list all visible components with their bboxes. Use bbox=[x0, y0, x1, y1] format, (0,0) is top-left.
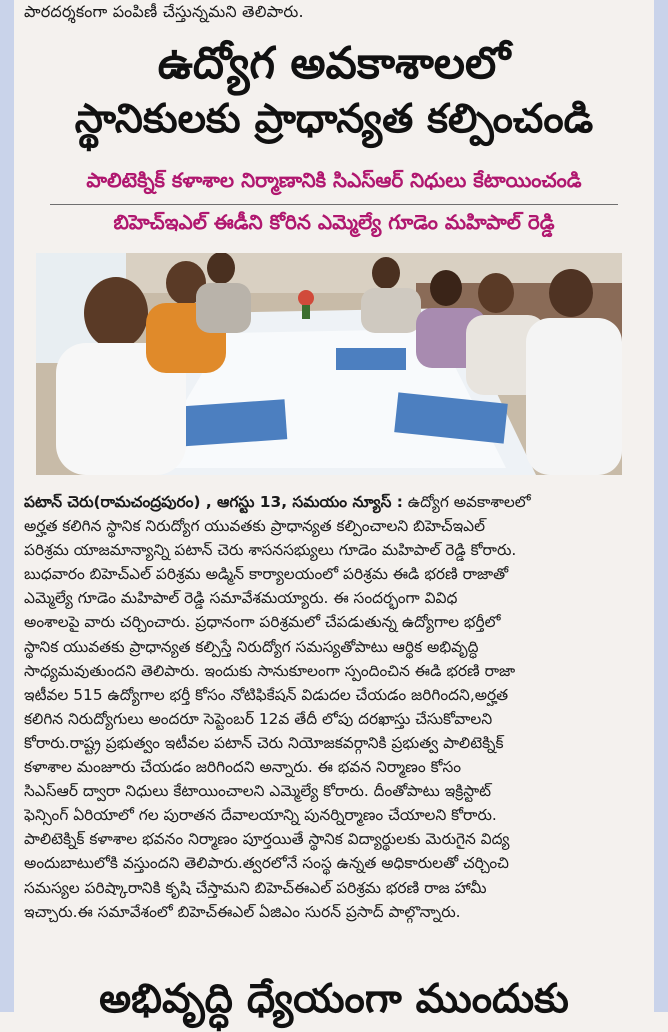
meeting-photo bbox=[36, 253, 622, 475]
article-line: స్థానిక యువతకు ప్రాధాన్యత కల్పిస్తే నిరుద్యోగ సమస్యతోపాటు ఆర్థిక అభివృద్ధి bbox=[24, 637, 479, 656]
article-line: అంశాలపై వారు చర్చించారు. ప్రధానంగా పరిశ్రమలో చేపడుతున్న ఉద్యోగాల భర్తీలో bbox=[24, 613, 501, 632]
previous-article-tail: పారదర్శకంగా పంపిణీ చేస్తున్నమని తెలిపారు. bbox=[24, 2, 304, 21]
left-margin-strip bbox=[0, 0, 14, 1012]
article-line: సమస్యల పరిష్కారానికి కృషి చేస్తామని బిహెచ్ఈఎల్ పరిశ్రమ భరణి రాజ హామీ bbox=[24, 878, 487, 897]
article-line: అందుబాటులోకి వస్తుందని తెలిపారు.త్వరలోనే సంస్థ ఉన్నత అధికారులతో చర్చించి bbox=[24, 854, 509, 873]
article-line: ఇచ్చారు.ఈ సమావేశంలో బిహెచ్ఈఎల్ ఏజిఎం సురన్ ప్రసాద్ పాల్గొన్నారు. bbox=[24, 902, 461, 921]
article-line: ఇటీవల 515 ఉద్యోగాల భర్తీ కోసం నోటిఫికేషన్ విడుదల చేయడం జరిగిందని,అర్హత bbox=[24, 685, 509, 704]
subheadline-divider bbox=[50, 204, 618, 205]
dateline: పటాన్ చెరు(రామచంద్రపురం) , ఆగస్టు 13, సమయం న్యూస్ : bbox=[24, 493, 403, 511]
article-line: ఫెన్సింగ్ ఏరియాలో గల పురాతన దేవాలయాన్ని పునర్నిర్మాణం చేయాలని కోరారు. bbox=[24, 806, 497, 825]
headline-line-2: స్థానికులకు ప్రాధాన్యత కల్పించండి bbox=[74, 96, 594, 142]
article-body bbox=[24, 490, 648, 924]
article-line: ఉద్యోగ అవకాశాలలో bbox=[402, 493, 531, 511]
article-line: పాలిటెక్నిక్ కళాశాల భవనం నిర్మాణం పూర్తయితే స్థానిక విద్యార్థులకు మెరుగైన విద్య bbox=[24, 830, 510, 849]
article-line: కళాశాల మంజూరు చేయడం జరిగిందని అన్నారు. ఈ భవన నిర్మాణం కోసం bbox=[24, 758, 462, 777]
article-column bbox=[20, 0, 648, 1022]
article-line: సాధ్యమవుతుందని తెలిపారు. ఇందుకు సానుకూలంగా స్పందించిన ఈడి భరణి రాజా bbox=[24, 661, 516, 680]
headline-line-1: ఉద్యోగ అవకాశాలలో bbox=[157, 38, 511, 89]
article-line: ఎమ్మెల్యే గూడెం మహిపాల్ రెడ్డి సమావేశమయ్యారు. ఈ సందర్భంగా వివిధ bbox=[24, 589, 458, 608]
article-line: కలిగిన నిరుద్యోగులు అందరూ సెప్టెంబర్ 12వ తేదీ లోపు దరఖాస్తు చేసుకోవాలని bbox=[24, 709, 493, 728]
article-first-line bbox=[24, 490, 648, 514]
article-line: బుధవారం బిహెచ్ఎల్ పరిశ్రమ అడ్మిన్ కార్యాలయంలో పరిశ్రమ ఈడి భరణి రాజాతో bbox=[24, 565, 509, 584]
article-line: పరిశ్రమ యాజమాన్యాన్ని పటాన్ చెరు శాసనసభ్యులు గూడెం మహిపాల్ రెడ్డి కోరారు. bbox=[24, 541, 517, 560]
article-line: సిఎస్ఆర్ ద్వారా నిధులు కేటాయించాలని ఎమ్మెల్యే కోరారు. దీంతోపాటు ఇక్రిస్టాట్ bbox=[24, 782, 492, 801]
article-line: అర్హత కలిగిన స్థానిక నిరుద్యోగ యువతకు ప్రాధాన్యత కల్పించాలని బిహెచ్ఇఎల్ bbox=[24, 517, 486, 536]
next-article-headline: అభివృద్ధి ధ్యేయంగా ముందుకు bbox=[99, 976, 569, 1022]
right-margin-strip bbox=[654, 0, 668, 1012]
article-line: కోరారు.రాష్ట్ర ప్రభుత్వం ఇటీవల పటాన్ చెరు నియోజకవర్గానికి ప్రభుత్వ పాలిటెక్నిక్ bbox=[24, 733, 504, 752]
subheadline-1: పాలిటెక్నిక్ కళాశాల నిర్మాణానికి సిఎస్ఆర్ నిధులు కేటాయించండి bbox=[86, 168, 582, 192]
subheadline-2: బిహెచ్ఇఎల్ ఈడీని కోరిన ఎమ్మెల్యే గూడెం మహిపాల్ రెడ్డి bbox=[113, 210, 555, 234]
